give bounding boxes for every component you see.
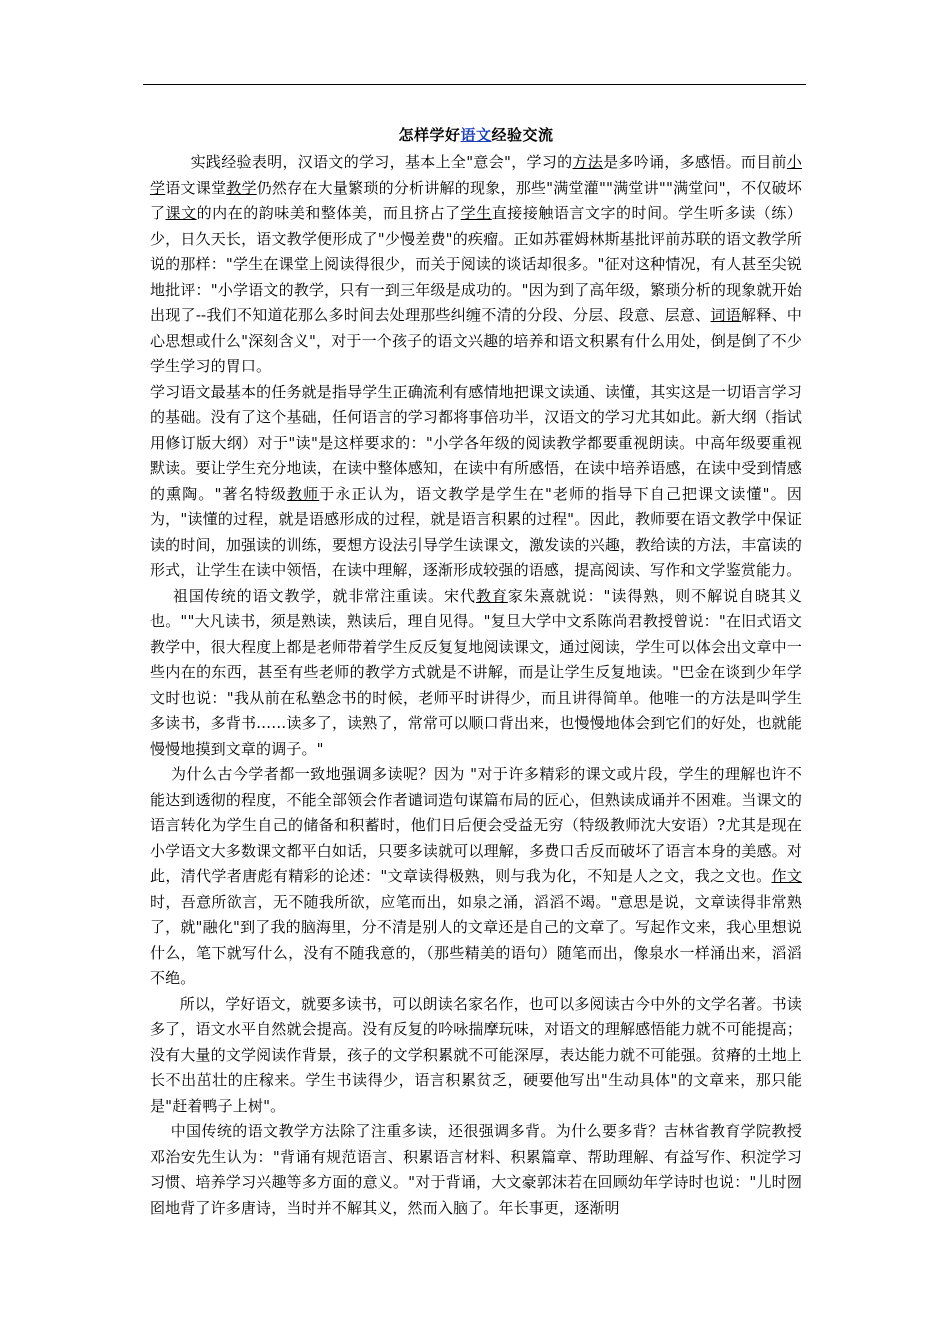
paragraph-list: [150, 150, 802, 1221]
document-title: [150, 120, 802, 150]
inline-link[interactable]: 词语: [710, 306, 742, 324]
inline-link[interactable]: 学生: [460, 204, 492, 222]
paragraph-text: 为什么古今学者都一致地强调多读呢？因为 "对于许多精彩的课文或片段，学生的理解也许不能达到透彻的程度，不能全部领会作者谴词造句谋篇布局的匠心，但熟读成诵并不困难。当课文的语言转化为学生自己的储备和积蓄时，他们日后便会受益无穷（特级教师沈大安语）?尤其是现在小学语文大多数课文都平白如话，只要多读就可以理解，多费口舌反而破坏了语言本身的美感。对此，清代学者唐彪有精彩的论述："文章读得极熟，则与我为化，不知是人之文，我之文也。: [150, 765, 802, 885]
inline-link[interactable]: 作文: [771, 867, 802, 885]
paragraph-text: 中国传统的语文教学方法除了注重多读，还很强调多背。为什么要多背？吉林省教育学院教授邓治安先生认为："背诵有规范语言、积累语言材料、积累篇章、帮助理解、有益写作、积淀学习习惯、培养学习兴趣等多方面的意义。"对于背诵，大文豪郭沫若在回顾幼年学诗时也说："儿时囫囵地背了许多唐诗，当时并不解其义，然而入脑了。年长事更，逐渐明: [150, 1122, 802, 1217]
paragraph-text: 直接接触语言文字的时间。学生听多读（练）少，日久天长，语文教学便形成了"少慢差费"的疾瘤。正如苏霍姆林斯基批评前苏联的语文教学所说的那样："学生在课堂上阅读得很少，而关于阅读的谈话却很多。"征对这种情况，有人甚至尖锐地批评："小学语文的教学，只有一到三年级是成功的。"因为到了高年级，繁琐分析的现象就开始出现了--我们不知道花那么多时间去处理那些纠缠不清的分段、分层、段意、层意、: [150, 204, 803, 324]
document-body: [150, 120, 802, 1221]
paragraph: [150, 992, 802, 1120]
paragraph-text: 是多吟诵，多感悟。而目前: [603, 153, 787, 171]
header-rule: [143, 84, 806, 85]
paragraph-text: 于永正认为，语文教学是学生在"老师的指导下自己把课文读懂"。因为，"读懂的过程，就是语感形成的过程，就是语言积累的过程"。因此，教师要在语文教学中保证读的时间，加强读的训练，要想方设法引导学生读课文，激发读的兴趣，教给读的方法，丰富读的形式，让学生在读中领悟，在读中理解，逐渐形成较强的语感，提高阅读、写作和文学鉴赏能力。: [150, 484, 802, 579]
paragraph: [150, 762, 802, 992]
paragraph-text: 实践经验表明，汉语文的学习，基本上全"意会"，学习的: [150, 153, 573, 171]
paragraph-text: 时，吾意所欲言，无不随我所欲，应笔而出，如泉之涌，滔滔不竭。"意思是说，文章读得非常熟了，就"融化"到了我的脑海里，分不清是别人的文章还是自己的文章了。写起作文来，我心里想说什么，笔下就写什么，没有不随我意的，（那些精美的语句）随笔而出，像泉水一样涌出来，滔滔不绝。: [150, 892, 802, 987]
title-link[interactable]: 语文: [460, 126, 492, 144]
paragraph: [150, 584, 802, 763]
inline-link[interactable]: 课文: [165, 204, 197, 222]
paragraph: [150, 1119, 802, 1221]
paragraph-text: 仍然存在大量繁琐的分析讲解的现象，那些"满堂灌""满堂讲""满堂问"，不仅破坏了: [150, 178, 803, 222]
paragraph-text: 解释、中心思想或什么"深刻含义"，对于一个孩子的语文兴趣的培养和语文积累有什么用处，倒是倒了不少学生学习的胃口。: [150, 306, 802, 375]
paragraph-text: 学习语文最基本的任务就是指导学生正确流利有感情地把课文读通、读懂，其实这是一切语言学习的基础。没有了这个基础，任何语言的学习都将事倍功半，汉语文的学习尤其如此。新大纲（指试用修订版大纲）对于"读"是这样要求的："小学各年级的阅读教学都要重视朗读。中高年级要重视默读。要让学生充分地读，在读中整体感知，在读中有所感悟，在读中培养语感，在读中受到情感的熏陶。"著名特级: [150, 382, 802, 503]
paragraph-text: 家朱熹就说："读得熟，则不解说自晓其义也。""大凡读书，须是熟读，熟读后，理自见得。"复旦大学中文系陈尚君教授曾说："在旧式语文教学中，很大程度上都是老师带着学生反反复复地阅读课文，通过阅读，学生可以体会出文章中一些内在的东西，甚至有些老师的教学方式就是不讲解，而是让学生反复地读。"巴金在谈到少年学文时也说："我从前在私塾念书的时候，老师平时讲得少，而且讲得简单。他唯一的方法是叫学生多读书，多背书……读多了，读熟了，常常可以顺口背出来，也慢慢地体会到它们的好处，也就能慢慢地摸到文章的调子。": [150, 586, 802, 758]
paragraph-text: 祖国传统的语文教学，就非常注重读。宋代: [150, 586, 476, 605]
title-suffix: 经验交流: [491, 126, 554, 144]
title-prefix: 怎样学好: [398, 126, 461, 144]
inline-link[interactable]: 小学: [150, 153, 802, 197]
inline-link[interactable]: 教育: [475, 586, 508, 605]
paragraph-text: 语文课堂: [165, 178, 227, 197]
inline-link[interactable]: 教师: [287, 484, 320, 503]
paragraph: [150, 150, 802, 380]
inline-link[interactable]: 方法: [572, 153, 604, 171]
inline-link[interactable]: 教学: [226, 178, 257, 197]
paragraph-text: 所以，学好语文，就要多读书，可以朗读名家名作，也可以多阅读古今中外的文学名著。书读多了，语文水平自然就会提高。没有反复的吟咏揣摩玩味，对语文的理解感悟能力就不可能提高；没有大量的文学阅读作背景，孩子的文学积累就不可能深厚，表达能力就不可能强。贫瘠的土地上长不出茁壮的庄稼来。学生书读得少，语言积累贫乏，硬要他写出"生动具体"的文章来，那只能是"赶着鸭子上树"。: [150, 994, 802, 1115]
paragraph: [150, 380, 802, 584]
paragraph-text: 的内在的韵味美和整体美，而且挤占了: [196, 204, 461, 222]
